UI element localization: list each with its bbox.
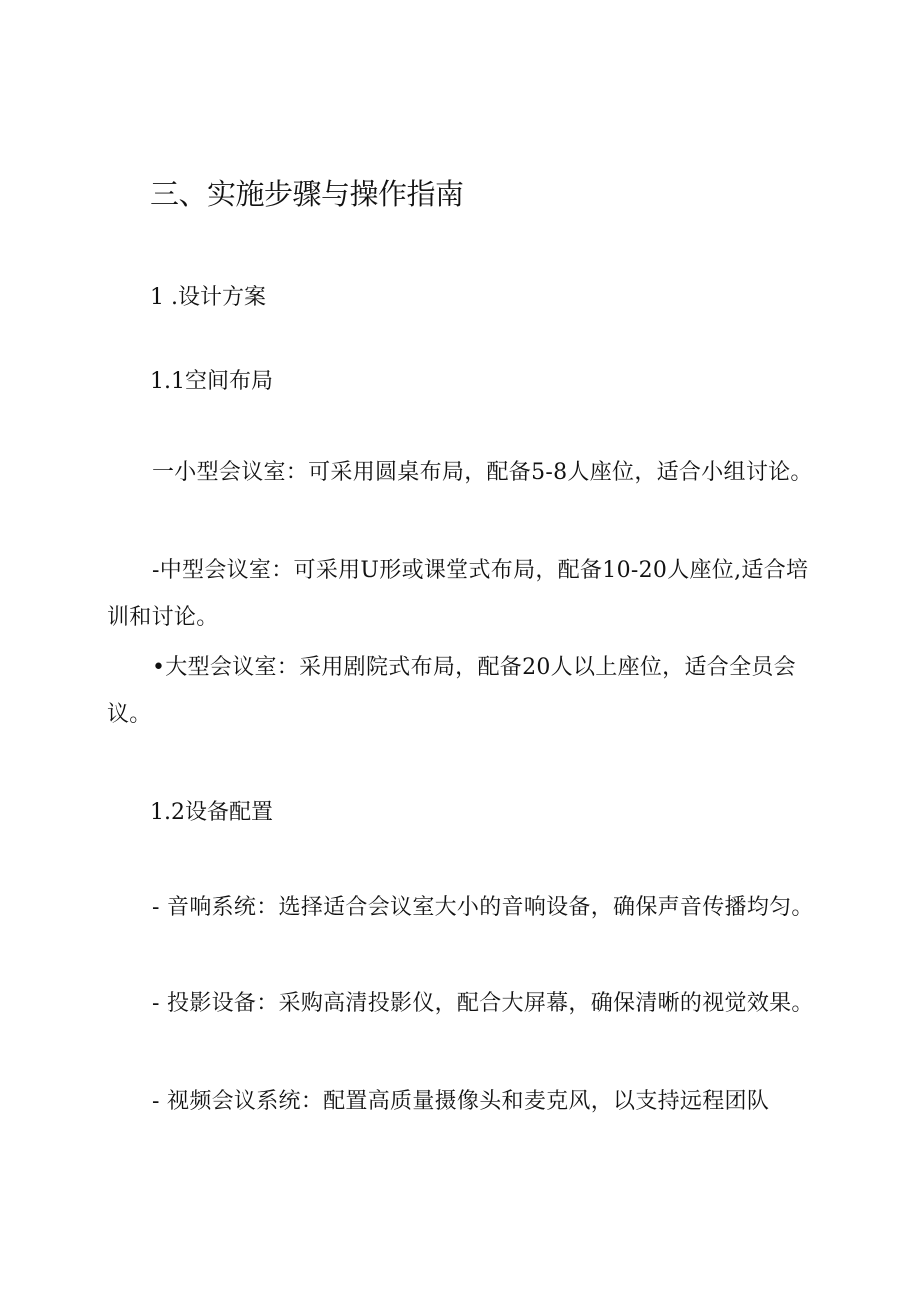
large-room-item: •大型会议室：采用剧院式布局，配备20人以上座位，适合全员会议。 [107,655,796,727]
equipment-heading: 1.2设备配置 [150,800,273,825]
medium-room-item: -中型会议室：可采用U形或课堂式布局，配备10-20人座位,适合培训和讨论。 [107,558,809,630]
space-layout-heading: 1.1空间布局 [150,369,273,394]
projection-item: - 投影设备：采购高清投影仪，配合大屏幕，确保清晰的视觉效果。 [152,991,814,1016]
section-title: 三、实施步骤与操作指南 [150,177,464,211]
video-conference-item: - 视频会议系统：配置高质量摄像头和麦克风，以支持远程团队 [152,1089,770,1114]
small-room-item: 一小型会议室：可采用圆桌布局，配备5-8人座位，适合小组讨论。 [152,460,813,485]
design-heading: 1 .设计方案 [150,285,266,310]
audio-system-item: - 音响系统：选择适合会议室大小的音响设备，确保声音传播均匀。 [152,895,814,920]
